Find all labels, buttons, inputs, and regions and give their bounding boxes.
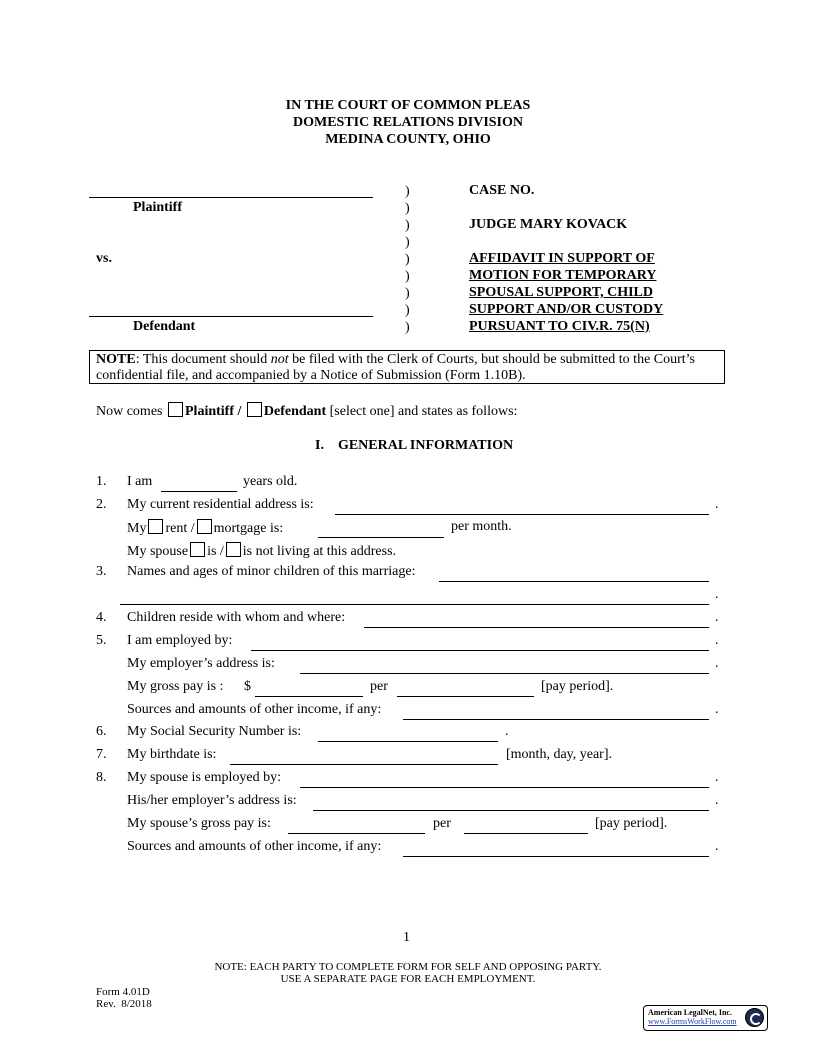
note-text: : This document should [135, 352, 271, 367]
spouse-employer-address-label: His/her employer’s address is: [127, 793, 297, 808]
note-emphasis: not [270, 352, 289, 367]
logo-company-name: American LegalNet, Inc. [648, 1008, 732, 1017]
defendant-label: Defendant [133, 319, 196, 334]
spouse-living-row [127, 542, 396, 560]
dollar-sign: $ [244, 679, 251, 694]
footer-note-line2: USE A SEPARATE PAGE FOR EACH EMPLOYMENT. [280, 973, 536, 985]
spouse-other-income-field[interactable] [403, 856, 709, 857]
age-field[interactable] [161, 491, 237, 492]
caption-paren: ) [405, 303, 410, 318]
gross-pay-label: My gross pay is : [127, 679, 224, 694]
document-title-line: MOTION FOR TEMPORARY [469, 268, 657, 283]
item-number: 3. [96, 564, 107, 579]
spouse-gross-pay-field[interactable] [288, 833, 425, 834]
mortgage-label: mortgage is: [213, 521, 284, 536]
plaintiff-label: Plaintiff [133, 200, 182, 215]
spouse-is-not-checkbox[interactable] [226, 542, 241, 557]
ssn-label: My Social Security Number is: [127, 724, 302, 739]
date-format-label: [month, day, year]. [506, 747, 612, 762]
caption-paren: ) [405, 218, 410, 233]
caption-paren: ) [405, 235, 410, 250]
vs-label: vs. [96, 251, 112, 266]
court-division: DOMESTIC RELATIONS DIVISION [292, 115, 523, 130]
item-number: 1. [96, 474, 107, 489]
is-label: is / [207, 544, 224, 559]
caption-paren: ) [405, 184, 410, 199]
years-old-label: years old. [243, 474, 298, 489]
line-end-period: . [715, 587, 719, 602]
plaintiff-name-line[interactable] [89, 197, 373, 198]
section-heading: I. GENERAL INFORMATION [315, 438, 514, 453]
document-title-line: AFFIDAVIT IN SUPPORT OF [469, 251, 655, 266]
pay-period-field[interactable] [397, 696, 534, 697]
plaintiff-option-label: Plaintiff [185, 404, 234, 419]
spouse-other-income-label: Sources and amounts of other income, if any: [127, 839, 382, 854]
defendant-checkbox[interactable] [247, 402, 262, 417]
line-end-period: . [715, 793, 719, 808]
line-end-period: . [715, 770, 719, 785]
other-income-label: Sources and amounts of other income, if any: [127, 702, 382, 717]
document-title-line: SPOUSAL SUPPORT, CHILD [469, 285, 654, 300]
line-end-period: . [715, 656, 719, 671]
item-number: 6. [96, 724, 107, 739]
address-label: My current residential address is: [127, 497, 314, 512]
employer-field[interactable] [251, 650, 709, 651]
caption-paren: ) [405, 286, 410, 301]
line-end-period: . [505, 724, 509, 739]
spouse-pay-period-field[interactable] [464, 833, 588, 834]
ssn-field[interactable] [318, 741, 498, 742]
rent-label: rent / [165, 521, 195, 536]
rent-checkbox[interactable] [148, 519, 163, 534]
gross-pay-field[interactable] [255, 696, 363, 697]
spouse-employer-label: My spouse is employed by: [127, 770, 281, 785]
court-county: MEDINA COUNTY, OHIO [325, 132, 491, 147]
caption-paren: ) [405, 320, 410, 335]
line-end-period: . [715, 610, 719, 625]
birthdate-field[interactable] [230, 764, 498, 765]
judge-name: JUDGE MARY KOVACK [469, 217, 628, 232]
footer-note-line1: NOTE: EACH PARTY TO COMPLETE FORM FOR SELF AND OPPOSING PARTY. [214, 961, 602, 973]
select-one-text: [select one] and states as follows: [329, 404, 518, 419]
now-comes-text: Now comes [96, 404, 163, 419]
case-number-label: CASE NO. [469, 183, 535, 198]
children-field-continued[interactable] [120, 604, 709, 605]
option-separator: / [237, 404, 242, 419]
spouse-is-checkbox[interactable] [190, 542, 205, 557]
form-number: Form 4.01D [96, 986, 150, 998]
employer-address-label: My employer’s address is: [127, 656, 275, 671]
age-label: I am [127, 474, 153, 489]
american-legalnet-logo[interactable] [643, 1005, 768, 1031]
item-number: 4. [96, 610, 107, 625]
housing-amount-field[interactable] [318, 537, 444, 538]
my-label: My [127, 521, 147, 536]
employer-label: I am employed by: [127, 633, 233, 648]
spouse-gross-pay-label: My spouse’s gross pay is: [127, 816, 271, 831]
per-month-label: per month. [451, 519, 512, 534]
line-end-period: . [715, 702, 719, 717]
item-number: 5. [96, 633, 107, 648]
children-label: Names and ages of minor children of this marriage: [127, 564, 416, 579]
logo-website-link[interactable]: www.FormsWorkFlow.com [648, 1017, 737, 1026]
children-field[interactable] [439, 581, 709, 582]
plaintiff-checkbox[interactable] [168, 402, 183, 417]
children-reside-field[interactable] [364, 627, 709, 628]
court-name: IN THE COURT OF COMMON PLEAS [285, 98, 531, 113]
birthdate-label: My birthdate is: [127, 747, 217, 762]
pay-period-label: [pay period]. [595, 816, 668, 831]
address-field[interactable] [335, 514, 709, 515]
page-number: 1 [403, 930, 410, 945]
item-number: 8. [96, 770, 107, 785]
defendant-option-label: Defendant [263, 404, 327, 419]
spouse-employer-address-field[interactable] [313, 810, 709, 811]
per-label: per [370, 679, 388, 694]
caption-paren: ) [405, 269, 410, 284]
item-number: 7. [96, 747, 107, 762]
confidential-note-box [89, 350, 725, 384]
line-end-period: . [715, 839, 719, 854]
other-income-field[interactable] [403, 719, 709, 720]
per-label: per [433, 816, 451, 831]
note-label: NOTE [96, 352, 136, 367]
is-not-label: is not living at this address. [242, 544, 397, 559]
document-title-line: PURSUANT TO CIV.R. 75(N) [469, 319, 650, 334]
item-number: 2. [96, 497, 107, 512]
note-text: be filed with the Clerk of Courts, but should be submitted to the Court’s confidential file, and accompanied by a Notice of Submission (Form 1.10B). [96, 352, 696, 383]
my-spouse-label: My spouse [127, 544, 189, 559]
spouse-employer-field[interactable] [300, 787, 709, 788]
line-end-period: . [715, 633, 719, 648]
pay-period-label: [pay period]. [541, 679, 614, 694]
children-reside-label: Children reside with whom and where: [127, 610, 346, 625]
globe-icon [745, 1008, 764, 1027]
caption-paren: ) [405, 252, 410, 267]
defendant-name-line[interactable] [89, 316, 373, 317]
document-title-line: SUPPORT AND/OR CUSTODY [469, 302, 664, 317]
employer-address-field[interactable] [300, 673, 709, 674]
caption-paren: ) [405, 201, 410, 216]
housing-row [127, 519, 283, 537]
revision-date: Rev. 8/2018 [96, 998, 152, 1010]
party-selection [96, 402, 517, 420]
mortgage-checkbox[interactable] [197, 519, 212, 534]
line-end-period: . [715, 497, 719, 512]
